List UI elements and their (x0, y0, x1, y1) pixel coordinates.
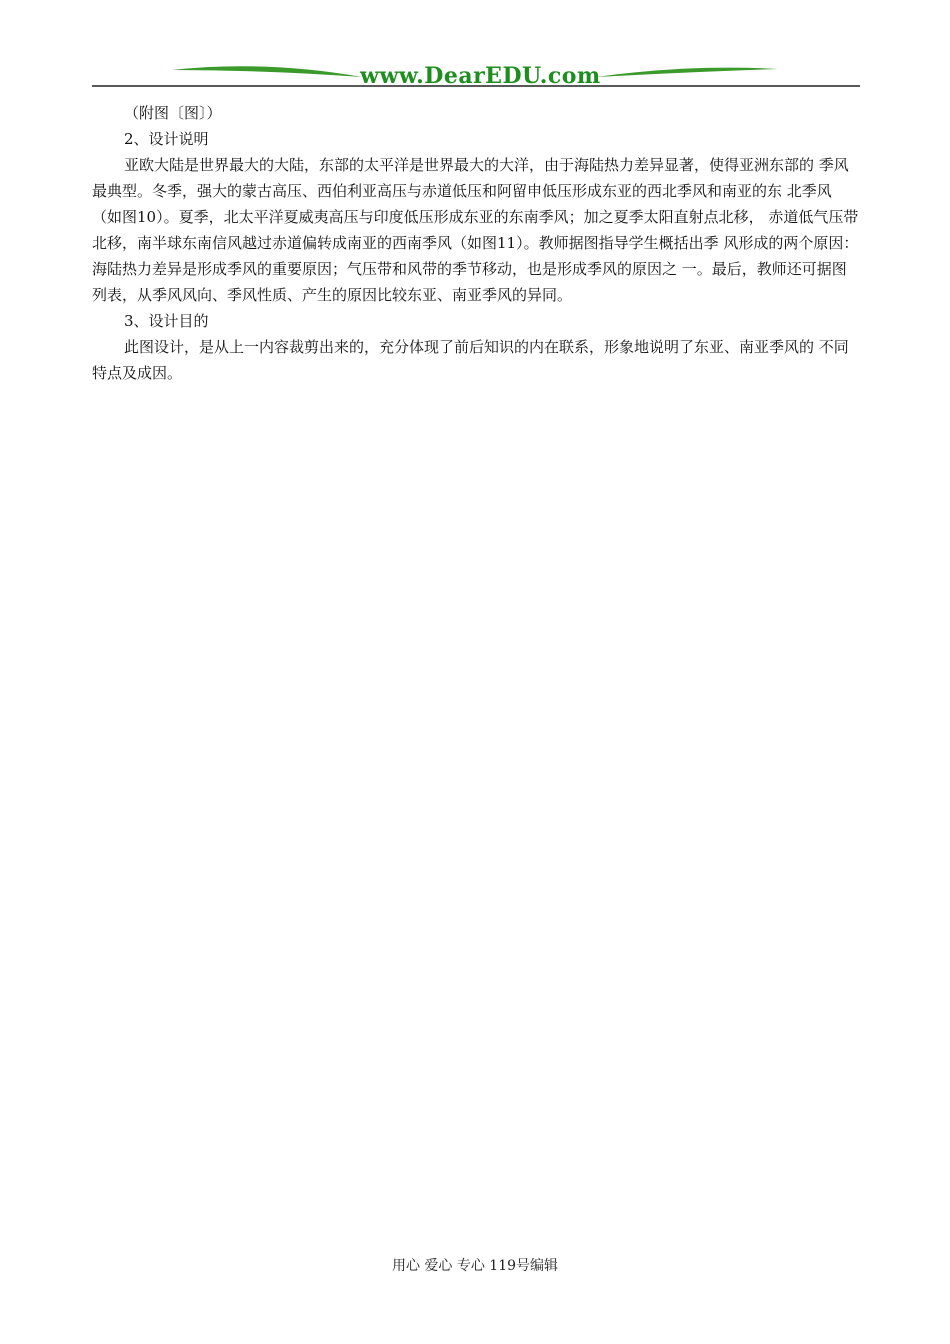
site-logo: www.DearEDU.com (360, 63, 601, 89)
right-swoosh (596, 68, 778, 77)
paragraph-design-purpose: 此图设计，是从上一内容裁剪出来的，充分体现了前后知识的内在联系，形象地说明了东亚、南亚季风的 不同特点及成因。 (92, 338, 849, 382)
document-body (92, 100, 860, 386)
section-heading-design-notes: 2、设计说明 (124, 130, 209, 148)
page-header (0, 0, 950, 100)
section-heading-design-purpose: 3、设计目的 (124, 312, 209, 330)
left-swoosh (172, 66, 362, 77)
page-footer: 用心 爱心 专心 119号编辑 (391, 1258, 559, 1274)
figure-caption: （附图〔图〕） (124, 104, 222, 122)
paragraph-design-notes: 亚欧大陆是世界最大的大陆，东部的太平洋是世界最大的大洋，由于海陆热力差异显著，使得亚洲东部的 季风最典型。冬季，强大的蒙古高压、西伯利亚高压与赤道低压和阿留申低压形成东亚的西北季风和南亚的东 北季风（如图10）。夏季，北太平洋夏威夷高压与印度低压形成东亚的东南季风；加之夏季太阳直射点北移， 赤道低气压带北移，南半球东南信风越过赤道偏转成南亚的西南季风（如图11）。教师据图指导学生概括出季 风形成的两个原因：海陆热力差异是形成季风的重要原因；气压带和风带的季节移动，也是形成季风的原因之 一。最后，教师还可据图列表，从季风风向、季风性质、产生的原因比较东亚、南亚季风的异同。 (92, 156, 859, 304)
